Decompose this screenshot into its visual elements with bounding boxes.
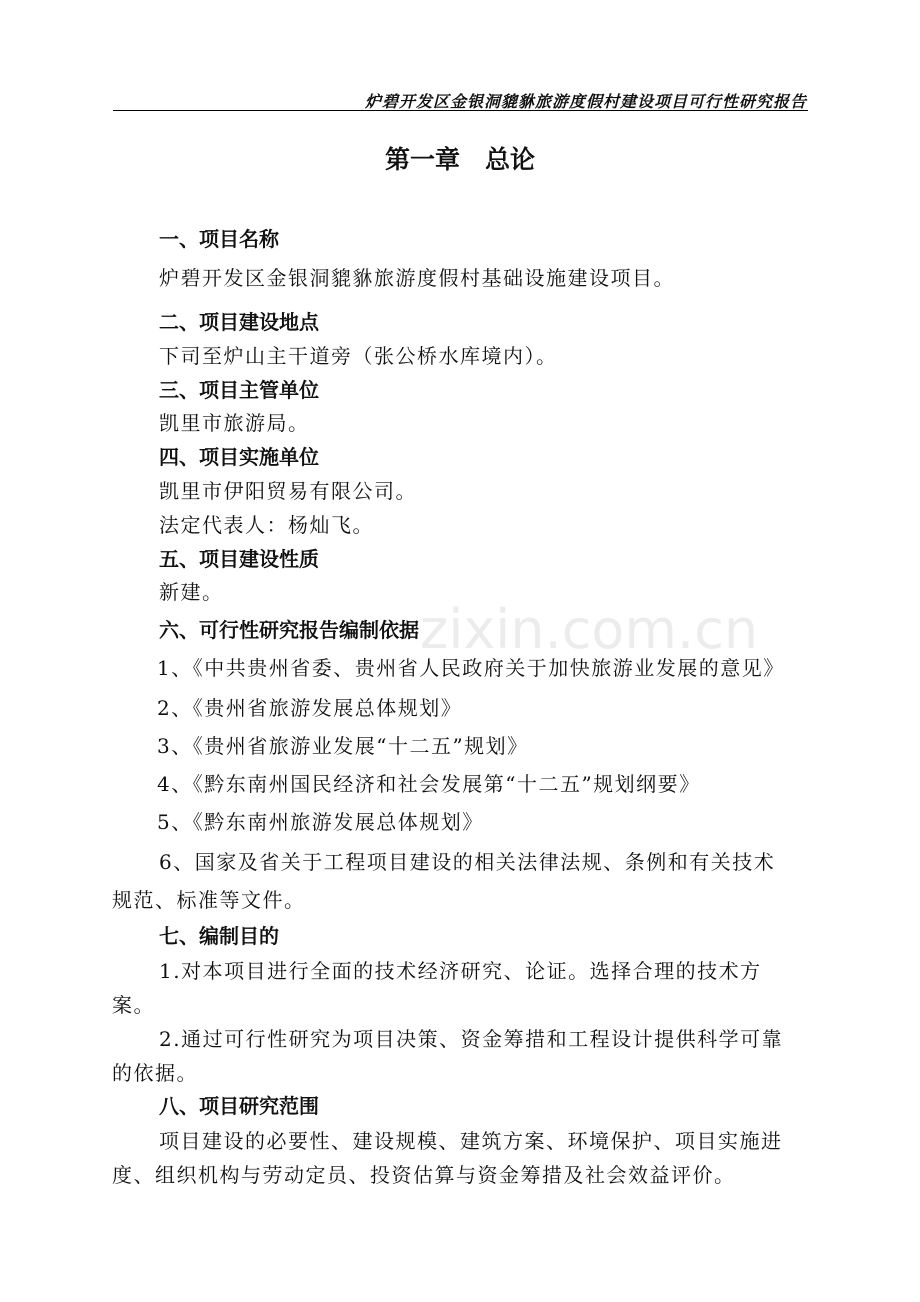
basis-item: 3、《贵州省旅游业发展“十二五”规划》 bbox=[157, 734, 529, 758]
basis-item: 5、《黔东南州旅游发展总体规划》 bbox=[157, 810, 484, 834]
purpose-1-line1: 1.对本项目进行全面的技术经济研究、论证。选择合理的技术方 bbox=[159, 959, 762, 983]
section-heading-6: 六、可行性研究报告编制依据 bbox=[159, 618, 419, 642]
scope-line1: 项目建设的必要性、建设规模、建筑方案、环境保护、项目实施进 bbox=[159, 1129, 783, 1153]
basis-item: 4、《黔东南州国民经济和社会发展第“十二五”规划纲要》 bbox=[157, 772, 701, 796]
section-heading-7: 七、编制目的 bbox=[159, 924, 279, 948]
basis-item-6-line1: 6、国家及省关于工程项目建设的相关法律法规、条例和有关技术 bbox=[159, 850, 776, 874]
section-body-3: 凯里市旅游局。 bbox=[159, 411, 310, 435]
basis-item: 1、《中共贵州省委、贵州省人民政府关于加快旅游业发展的意见》 bbox=[157, 656, 785, 680]
purpose-2-line1: 2.通过可行性研究为项目决策、资金筹措和工程设计提供科学可靠 bbox=[159, 1027, 784, 1051]
section-heading-5: 五、项目建设性质 bbox=[159, 547, 319, 571]
section-heading-3: 三、项目主管单位 bbox=[159, 378, 319, 402]
watermark: zixin.com.cn bbox=[420, 598, 759, 661]
header-rule bbox=[113, 110, 808, 111]
chapter-title: 第一章 总论 bbox=[384, 145, 535, 174]
section-heading-8: 八、项目研究范围 bbox=[159, 1094, 319, 1118]
section-heading-1: 一、项目名称 bbox=[159, 227, 279, 251]
section-body-4a: 凯里市伊阳贸易有限公司。 bbox=[159, 479, 417, 503]
basis-item-6-line2: 规范、标准等文件。 bbox=[112, 888, 306, 912]
scope-line2: 度、组织机构与劳动定员、投资估算与资金筹措及社会效益评价。 bbox=[112, 1163, 736, 1187]
section-heading-4: 四、项目实施单位 bbox=[159, 445, 319, 469]
purpose-2-line2: 的依据。 bbox=[112, 1061, 198, 1085]
section-heading-2: 二、项目建设地点 bbox=[159, 310, 319, 334]
running-header: 炉碧开发区金银洞貔貅旅游度假村建设项目可行性研究报告 bbox=[364, 92, 807, 111]
purpose-1-line2: 案。 bbox=[112, 993, 155, 1017]
section-body-1: 炉碧开发区金银洞貔貅旅游度假村基础设施建设项目。 bbox=[159, 266, 675, 290]
section-body-2: 下司至炉山主干道旁（张公桥水库境内）。 bbox=[159, 344, 558, 368]
basis-item: 2、《贵州省旅游发展总体规划》 bbox=[157, 696, 463, 720]
section-body-5: 新建。 bbox=[159, 580, 224, 604]
section-body-4b: 法定代表人：杨灿飞。 bbox=[159, 513, 374, 537]
